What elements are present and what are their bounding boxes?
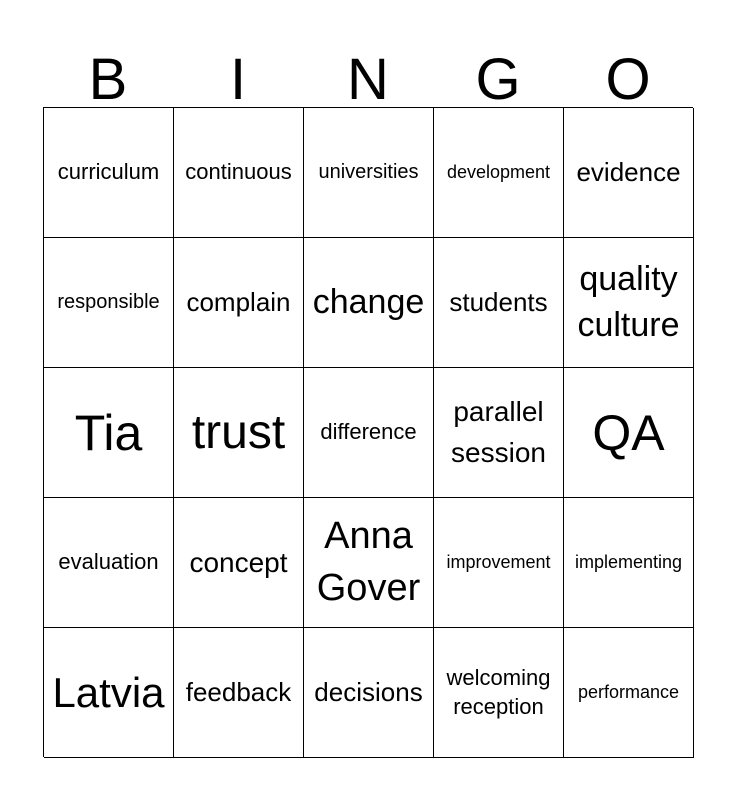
bingo-cell[interactable] (174, 368, 304, 498)
bingo-cell[interactable] (174, 238, 304, 368)
bingo-cell[interactable] (304, 368, 434, 498)
bingo-cell[interactable] (304, 108, 434, 238)
cell-label: continuous (185, 159, 292, 185)
header-letter-g: G (475, 47, 521, 112)
bingo-cell[interactable] (44, 238, 174, 368)
cell-label: concept (189, 546, 288, 578)
cell-label: difference (320, 419, 417, 445)
bingo-cell[interactable] (44, 368, 174, 498)
cell-label: responsible (57, 291, 160, 314)
bingo-cell[interactable] (304, 498, 434, 628)
bingo-cell[interactable] (564, 628, 694, 758)
cell-label: Tia (74, 404, 143, 461)
bingo-cell[interactable] (44, 498, 174, 628)
bingo-cell[interactable] (564, 238, 694, 368)
bingo-cell[interactable] (174, 498, 304, 628)
bingo-cell[interactable] (564, 498, 694, 628)
bingo-cell[interactable] (174, 628, 304, 758)
cell-label: development (446, 162, 551, 183)
header-letter-i: I (229, 47, 247, 112)
bingo-cell[interactable] (434, 108, 564, 238)
cell-label: change (312, 283, 425, 322)
bingo-cell[interactable] (434, 238, 564, 368)
cell-label: universities (318, 161, 419, 184)
cell-label: QA (592, 404, 665, 461)
bingo-cell[interactable] (44, 108, 174, 238)
cell-label: decisions (314, 676, 423, 707)
header-letter-o: O (605, 47, 651, 112)
cell-label: students (449, 286, 548, 317)
cell-label: parallel session (451, 395, 546, 468)
cell-label: performance (577, 682, 680, 703)
bingo-cell[interactable] (434, 628, 564, 758)
cell-label: feedback (185, 676, 292, 707)
cell-label: evaluation (58, 549, 159, 575)
cell-label: curriculum (57, 159, 160, 185)
cell-label: trust (191, 405, 286, 459)
bingo-header (43, 40, 693, 112)
bingo-cell[interactable] (304, 628, 434, 758)
cell-label: quality culture (577, 259, 680, 344)
bingo-cell[interactable] (564, 368, 694, 498)
cell-label: Anna Gover (316, 515, 421, 609)
cell-label: Latvia (52, 668, 165, 716)
bingo-board (43, 107, 693, 757)
cell-label: implementing (574, 552, 683, 573)
bingo-cell[interactable] (174, 108, 304, 238)
bingo-cell[interactable] (434, 368, 564, 498)
bingo-cell[interactable] (564, 108, 694, 238)
cell-label: complain (186, 286, 291, 317)
bingo-cell[interactable] (44, 628, 174, 758)
bingo-cell[interactable] (304, 238, 434, 368)
cell-label: improvement (446, 552, 551, 573)
header-letter-n: N (347, 47, 389, 112)
header-letter-b: B (88, 47, 128, 112)
cell-label: welcoming reception (446, 664, 551, 719)
cell-label: evidence (576, 156, 681, 187)
bingo-cell[interactable] (434, 498, 564, 628)
